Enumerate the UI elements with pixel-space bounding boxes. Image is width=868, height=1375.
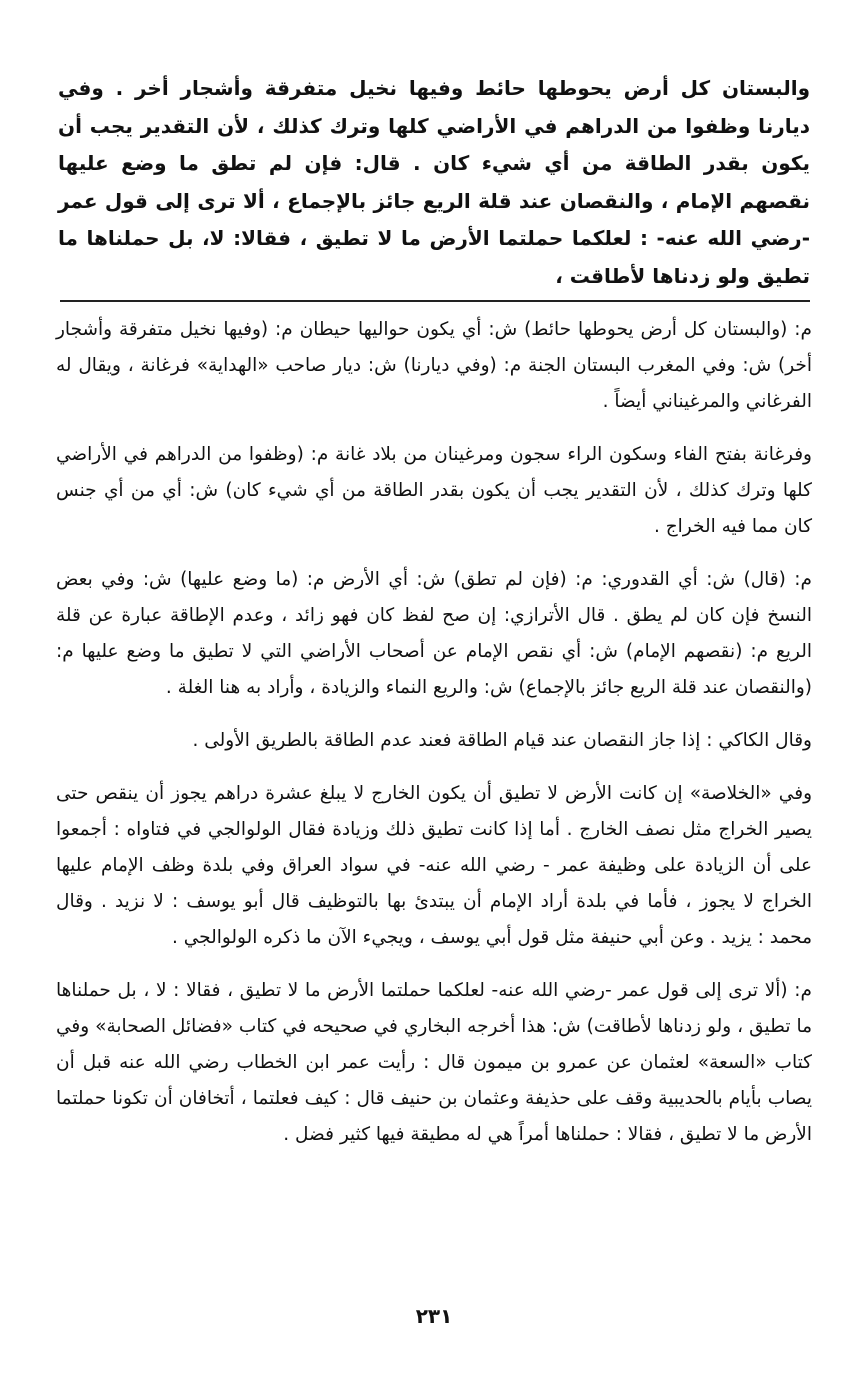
main-text-block: والبستان كل أرض يحوطها حائط وفيها نخيل متفرقة وأشجار أخر . وفي ديارنا وظفوا من الدراهم في الأراضي كلها وترك كذلك ، لأن التقدير يجب أن يكون بقدر الطاقة من أي شيء كان . قال: فإن لم تطق ما وضع عليها نقصهم الإمام ، والنقصان عند قلة الريع جائز بالإجماع ، ألا ترى إلى قول عمر -رضي الله عنه- : لعلكما حملتما الأرض ما لا تطيق ، فقالا: لا، بل حملناها ما تطيق ولو زدناها لأطاقت ،	[58, 76, 810, 288]
commentary-paragraph: وفي «الخلاصة» إن كانت الأرض لا تطيق أن يكون الخارج لا يبلغ عشرة دراهم يجوز أن ينقص حتى يصير الخراج مثل نصف الخارج . أما إذا كانت تطيق ذلك وزيادة فقال الولوالجي في فتاواه : أجمعوا على أن الزيادة على وظيفة عمر - رضي الله عنه- في سواد العراق وفي بلدة وظف الإمام عليها الخراج لا يجوز ، فأما في بلدة أراد الإمام أن يبتدئ بها بالتوظيف قال أبو يوسف : لا نزيد . وقال محمد : يزيد . وعن أبي حنيفة مثل قول أبي يوسف ، ويجيء الآن ما ذكره الولوالجي .	[56, 783, 812, 948]
page-number: ٢٣١	[415, 1304, 453, 1328]
separator-rule	[60, 300, 810, 302]
commentary-paragraph: م: (والبستان كل أرض يحوطها حائط) ش: أي يكون حواليها حيطان م: (وفيها نخيل متفرقة وأشجار أخر) ش: وفي المغرب البستان الجنة م: (وفي ديارنا) ش: ديار صاحب «الهداية» فرغانة ، ويقال له الفرغاني والمرغيناني أيضاً .	[56, 319, 812, 412]
commentary-paragraph: وفرغانة بفتح الفاء وسكون الراء سجون ومرغينان من بلاد غانة م: (وظفوا من الدراهم في الأراضي كلها وترك كذلك ، لأن التقدير يجب أن يكون بقدر الطاقة من أي شيء كان) ش: أي من أي جنس كان مما فيه الخراج .	[56, 444, 812, 537]
commentary-section	[56, 312, 812, 1170]
commentary-paragraph: م: (ألا ترى إلى قول عمر -رضي الله عنه- لعلكما حملتما الأرض ما لا تطيق ، فقالا : لا ، بل حملناها ما تطيق ، ولو زدناها لأطاقت) ش: هذا أخرجه البخاري في صحيحه في كتاب «فضائل الصحابة» وفي كتاب «السعة» لعثمان عن عمرو بن ميمون قال : رأيت عمر ابن الخطاب رضي الله عنه قبل أن يصاب بأيام بالحديبية وقف على حذيفة وعثمان بن حنيف قال : كيف فعلتما ، أتخافان أن تكونا حملتما الأرض ما لا تطيق ، فقالا : حملناها أمراً هي له مطيقة فيها كثير فضل .	[56, 980, 812, 1145]
commentary-paragraph: وقال الكاكي : إذا جاز النقصان عند قيام الطاقة فعند عدم الطاقة بالطريق الأولى .	[192, 730, 812, 751]
commentary-paragraph: م: (قال) ش: أي القدوري: م: (فإن لم تطق) ش: أي الأرض م: (ما وضع عليها) ش: وفي بعض النسخ فإن كان لم يطق . قال الأترازي: إن صح لفظ كان فهو زائد ، وعدم الإطاقة عبارة عن قلة الريع م: (نقصهم الإمام) ش: أي نقص الإمام عن أصحاب الأراضي التي لا تطيق ما وضع عليها م: (والنقصان عند قلة الريع جائز بالإجماع) ش: والريع النماء والزيادة ، وأراد به هنا الغلة .	[56, 569, 812, 698]
